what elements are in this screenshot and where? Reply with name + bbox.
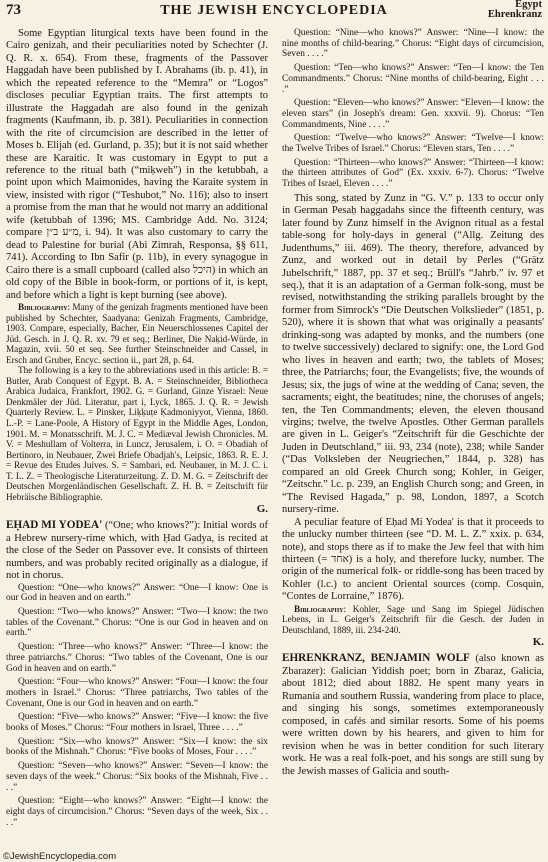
abbreviations-key: The following is a key to the abbreviations used in this article: B. = Butler, Arab Conquest of Egypt. B. A. = Steinschneider, Bibliotheca Arabica Judaica, Frankfort, 1902. G. = Gurland, Ginze Yisrael: Neue Denkmäler der Jüd. Literatur, part i, Lyck, 1865. J. Q. R. = Jewish Quarterly Review. L. = Pinsker, Liḳḳuṭe Ḳadmoniyyot, Vienna, 1860. L.-P. = Lane-Poole, A History of Egypt in the Middle Ages, London, 1901. M. = Monatsschrift. M. J. C. = Mediæval Jewish Chronicles. M. V. = Meshullam of Volterra, in Luncz, Jerusalem, i. O. = Obadiah of Bertinoro, in Neubauer, Zwei Briefe Obadjah's, Leipsic, 1863. R. E. J. = Revue des Etudes Juives. S. = Sambari, ed. Neubauer, in M. J. C. i. T. L. Z. = Theologische Literaturzeitung. Z. D. M. G. = Zeitschrift der Deutschen Morgenländischen Gesellschaft. Z. H. B. = Zeitschrift für Hebräische Bibliographie. (6, 365, 268, 502)
dialogue-line: Question: “Two—who knows?” Answer: “Two—I know: the two tables of the Covenant.” Chorus: “One is our God in heaven and on earth.” (6, 607, 268, 639)
page-header (0, 0, 548, 22)
intro-paragraph: Some Egyptian liturgical texts have been found in the Cairo genizah, and their peculiarities noted by Schechter (J. Q. R. x. 654). From these, fragments of the Passover Haggadah have been published by I. Abrahams (ib. p. 41), in which the repeated reference to the “Memra” or “Logos” discloses peculiar Egyptian traits. The first attempts to illustrate the Haggadah are also found in the genizah fragments (Kaufmann, ib. p. 381). Peculiarities in connection with the rite of circumcision are described in the letter of Moses b. Elijah (ed. Gurland, p. 35); but it is not said whether these are Karaitic. It was customary in Egypt to put a reference to the ritual bath (“miḳweh”) in the ketubbah, a point upon which Maimonides, having the Karaite system in view, insisted with rigor (“Teshubot,” No. 116); also to insert a promise from the man that he would not marry an additional wife (ketubbah of 1396; MS. Cambridge Add. No. 3124; compare מ״ע ב״ן, i. 94). It was also customary to carry the dead to Palestine for burial (Abi Zimrah, Responsa, §§ 611, 741). According to Ibn Safir (p. 11b), in every synagogue in Cairo there is a small cupboard (called also היכל) in which an old copy of the Bible in book-form, or portions of it, is kept, and before which a light is kept burning (see above). (6, 28, 268, 301)
dialogue-line: Question: “Ten—who knows?” Answer: “Ten—I know: the Ten Commandments.” Chorus: “Nine months of child-bearing, Eight . . . .” (282, 63, 544, 95)
bibliography-label: Bibliography (18, 301, 68, 312)
guide-word-first: Egypt (515, 0, 542, 10)
entry-text: (also known as Zbarazer): Galician Yiddish poet; born in Zbaraz, Galicia, about 1812; died about 1882. He spent many years in Rumania and southern Russia, wandering from place to place, and singing his songs, sometimes extemporaneously composed, in cafés and similar resorts. Some of his poems were written down by his hearers, and given to him for revision when he was in better condition for such literary work. He was a real folk-poet, and his songs are still sung by the Jewish masses of Galicia and south- (282, 653, 544, 777)
entry-text: (“One; who knows?”): Initial words of a Hebrew nursery-rime which, with Ḥad Gadya, is recited at the close of the Seder on Passover eve. It consists of thirteen numbers, and was probably recited originally as a dialogue, if not in chorus. (6, 520, 268, 582)
right-column (282, 28, 544, 852)
dialogue-line: Question: “Three—who knows?” Answer: “Three—I know: the three patriarchs.” Chorus: “Two tables of the Covenant, One is our God in heaven and on earth.” (6, 642, 268, 674)
dialogue-line: Question: “Six—who knows?” Answer: “Six—I know: the six books of the Mishnah.” Chorus: “Five books of Moses, Four . . . .” (6, 736, 268, 758)
dialogue-line: Question: “Eleven—who knows?” Answer: “Eleven—I know: the eleven stars” (in Joseph's dream: Gen. xxxvii. 9). Chorus: “Ten Commandments, Nine . . . .” (282, 98, 544, 130)
commentary-paragraph: This song, stated by Zunz in “G. V.” p. 133 to occur only in German Pesaḥ haggadahs since the fifteenth century, was later found by Zunz himself in the Avignon ritual as a festal table-song for holy-days in general (“Allg. Zeitung des Judenthums,” iii. 469). The theory, therefore, advanced by Zunz, and worked out in detail by Perles (“Grätz Jubelschrift,” 1887, pp. 37 et seq.; Brüll's “Jahrb.” iv. 97 et seq.), that it is an adaptation of a German folk-song, must be revised, notwithstanding the striking parallels brought by the former from Simrock's “Die Deutschen Volkslieder” (1851, p. 520), where it is shown that what was originally a peasants' drinking-song was adapted by monks, and the numbers (one to twelve successively) declared to signify: one, the Lord God who lives in heaven and earth; two, the tablets of Moses; three, the Patriarchs; four, the Evangelists; five, the wounds of Jesus; six, the jugs of wine at the wedding of Cana; seven, the sacraments; eight, the beatitudes; nine, the choruses of angels; ten, the Ten Commandments; eleven, the eleven thousand virgins; twelve, the twelve Apostles. Other German parallels are given in L. Geiger's “Zeitschrift für die Geschichte der Juden in Deutschland,” iii. 93, 234 (note), 238; while Sander (“Das Volksleben der Neugriechen,” 1844, p. 328) has compared an old Greek Church song; Kohler, in Geiger, “Zeitschr.” l.c. p. 239, an English Church song; and Green, in “The Revised Hagada,” p. 98, London, 1897, a Scotch nursery-rime. (282, 192, 544, 516)
commentary-paragraph-2: A peculiar feature of Eḥad Mi Yodea' is that it proceeds to the unlucky number thirteen (see “D. M. L. Z.” xxix. p. 634, note), and stops there as if to make the Jew feel that with him thirteen (= אחד) is a holy, and therefore lucky, number. The origin of the numerical folk- or riddle-song has been traced by Kohler (l.c.) to ancient Oriental sources (comp. Cosquin, “Contes de Lorraine,” 1876). (282, 516, 544, 603)
page-number: 73 (6, 2, 21, 18)
dialogue-line: Question: “Seven—who knows?” Answer: “Seven—I know: the seven days of the week.” Chorus: “Six books of the Mishnah, Five . . . .” (6, 761, 268, 793)
bibliography-text: : Kohler, Sage und Sang im Spiegel Jüdischen Lebens, in L. Geiger's Zeitschrift für die Gesch. der Juden in Deutschland, 1889, iii. 234-240. (282, 603, 544, 635)
dialogue-line: Question: “One—who knows?” Answer: “One—I know: One is our God in heaven and on earth.” (6, 582, 268, 604)
entry-title: EHRENKRANZ, BENJAMIN WOLF (282, 652, 470, 665)
running-title: THE JEWISH ENCYCLOPEDIA (160, 3, 388, 18)
dialogue-line: Question: “Four—who knows?” Answer: “Four—I know: the four mothers in Israel.” Chorus: “Three patriarchs, Two tables of the Covenant, One is our God in heaven and on earth.” (6, 677, 268, 709)
bibliography-text: : Many of the genizah fragments mentioned have been published by Schechter, Saadyana: Genizah Fragments, Cambridge, 1903. Compare, especially, Bacher, Ein Neuerschlossenes Capitel der Jüd. Gesch. in J. Q. R. xv. 79 et seq.; Berliner, Die Naḳid-Würde, in Magazin, xvii. 50 et seq. See further Steinschneider and Cassel, in Ersch and Gruber, Encyc. section ii., part 28, p. 64. (6, 301, 268, 365)
entry-title: EḤAD MI YODEA' (6, 519, 103, 532)
entry-ehad-mi-yodea (6, 519, 268, 582)
copyright-link[interactable]: ©JewishEncyclopedia.com (3, 851, 117, 862)
guide-word-last: Ehrenkranz (487, 9, 542, 20)
left-column (6, 28, 268, 852)
guide-words (488, 0, 542, 20)
dialogue-line: Question: “Thirteen—who knows?” Answer: “Thirteen—I know: the thirteen attributes of God” (Ex. xxxiv. 6-7). Chorus: “Twelve Tribes of Israel, Eleven . . . .” (282, 157, 544, 190)
author-signature: G. (256, 503, 268, 516)
bibliography-label: Bibliography (294, 603, 344, 614)
bibliography-egypt (6, 302, 268, 365)
author-signature: K. (532, 636, 544, 649)
entry-ehrenkranz (282, 652, 544, 778)
dialogue-line: Question: “Five—who knows?” Answer: “Five—I know: the five books of Moses.” Chorus: “Four mothers in Israel, Three . . . .” (6, 712, 268, 734)
dialogue-block-continued (282, 28, 544, 190)
dialogue-line: Question: “Twelve—who knows?” Answer: “Twelve—I know: the Twelve Tribes of Israel.” Chorus: “Eleven stars, Ten . . . .” (282, 133, 544, 155)
dialogue-line: Question: “Nine—who knows?” Answer: “Nine—I know: the nine months of child-bearing.” Chorus: “Eight days of circumcision, Seven . . . .” (282, 28, 544, 60)
dialogue-block (6, 583, 268, 829)
dialogue-line: Question: “Eight—who knows?” Answer: “Eight—I know: the eight days of circumcision.” Chorus: “Seven days of the week, Six . . . .” (6, 796, 268, 828)
bibliography-ehad (282, 604, 544, 636)
